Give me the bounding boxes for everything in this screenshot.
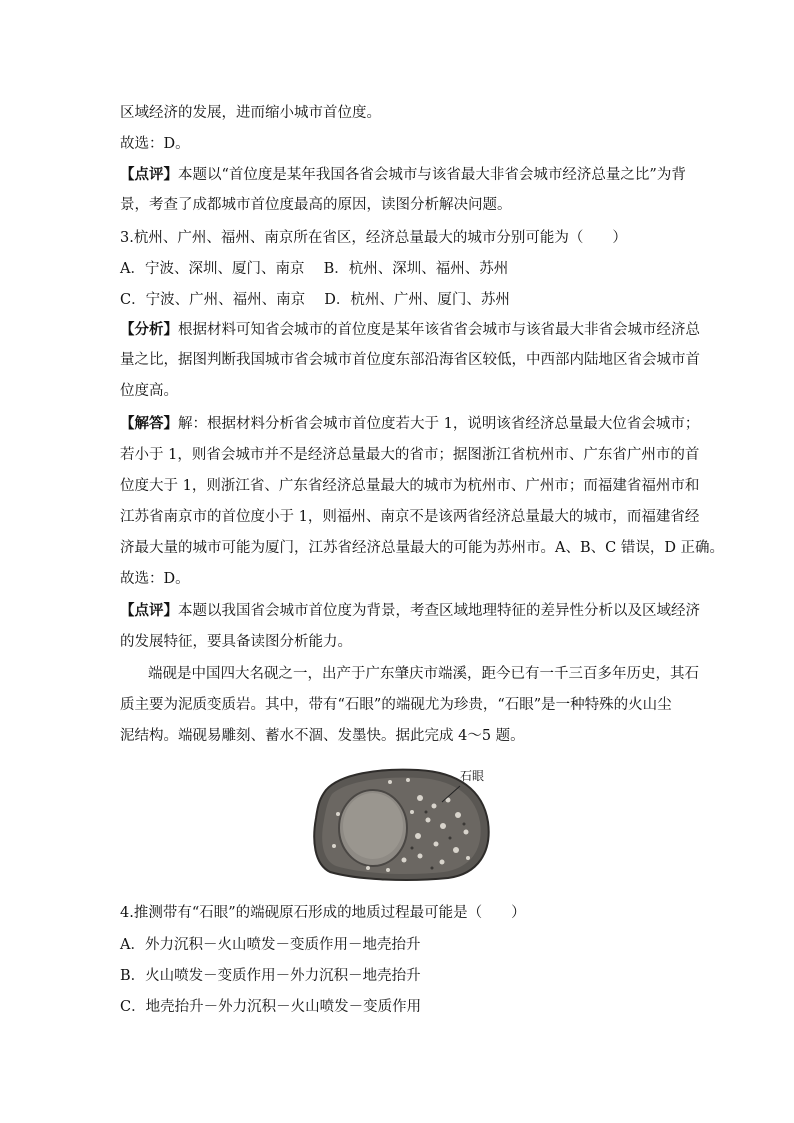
comment-line: 景，考查了成都城市首位度最高的原因，读图分析解决问题。 (120, 197, 512, 213)
analysis-text: 根据材料可知省会城市的首位度是某年该省省会城市与该省最大非省会城市经济总 (178, 322, 700, 338)
inkstone-image (308, 760, 498, 882)
comment-text: 本题以“首位度是某年我国各省会城市与该省最大非省会城市经济总量之比”为背 (178, 167, 686, 183)
passage-line: 质主要为泥质变质岩。其中，带有“石眼”的端砚尤为珍贵，“石眼”是一种特殊的火山尘 (120, 697, 672, 713)
answer-line: 故选：D。 (120, 571, 190, 587)
comment-line (120, 165, 686, 185)
comment-tag: 【点评】 (120, 166, 178, 183)
passage-line: 泥结构。端砚易雕刻、蓄水不涸、发墨快。据此完成 4～5 题。 (120, 728, 525, 744)
solution-text: 解：根据材料分析省会城市首位度若大于 1，说明该省经济总量最大位省会城市； (178, 416, 700, 432)
analysis-line: 量之比，据图判断我国城市省会城市首位度东部沿海省区较低，中西部内陆地区省会城市首 (120, 352, 700, 368)
comment-tag: 【点评】 (120, 602, 178, 619)
option-line-cd: C．宁波、广州、福州、南京 D．杭州、广州、厦门、苏州 (120, 292, 510, 308)
passage-line: 端砚是中国四大名砚之一，出产于广东肇庆市端溪，距今已有一千三百多年历史，其石 (148, 666, 699, 682)
question-3: 3.杭州、广州、福州、南京所在省区，经济总量最大的城市分别可能为（ ） (120, 230, 627, 246)
text-line: 区域经济的发展，进而缩小城市首位度。 (120, 105, 381, 121)
analysis-line (120, 320, 700, 340)
solution-line: 若小于 1，则省会城市并不是经济总量最大的省市；据图浙江省杭州市、广东省广州市的首 (120, 447, 700, 463)
solution-line (120, 414, 699, 434)
inkstone-figure (308, 760, 498, 882)
answer-line: 故选：D。 (120, 136, 190, 152)
solution-line: 济最大量的城市可能为厦门，江苏省经济总量最大的可能为苏州市。A、B、C 错误，D 正确。 (120, 540, 725, 556)
comment-line (120, 601, 700, 621)
solution-line: 位度大于 1，则浙江省、广东省经济总量最大的城市为杭州市、广州市；而福建省福州市和 (120, 478, 700, 494)
solution-tag: 【解答】 (120, 415, 178, 432)
comment-text: 本题以我国省会城市首位度为背景，考查区域地理特征的差异性分析以及区域经济 (178, 603, 700, 619)
option-c: C．地壳抬升－外力沉积－火山喷发－变质作用 (120, 999, 422, 1015)
analysis-line: 位度高。 (120, 383, 178, 399)
option-b: B．火山喷发－变质作用－外力沉积－地壳抬升 (120, 968, 421, 984)
option-a: A．外力沉积－火山喷发－变质作用－地壳抬升 (120, 937, 421, 953)
comment-line: 的发展特征，要具备读图分析能力。 (120, 634, 352, 650)
question-4: 4.推测带有“石眼”的端砚原石形成的地质过程最可能是（ ） (120, 905, 526, 921)
option-line-ab: A．宁波、深圳、厦门、南京 B．杭州、深圳、福州、苏州 (120, 261, 509, 277)
solution-line: 江苏省南京市的首位度小于 1，则福州、南京不是该两省经济总量最大的城市，而福建省经 (120, 509, 700, 525)
analysis-tag: 【分析】 (120, 321, 178, 338)
figure-label: 石眼 (460, 769, 485, 783)
